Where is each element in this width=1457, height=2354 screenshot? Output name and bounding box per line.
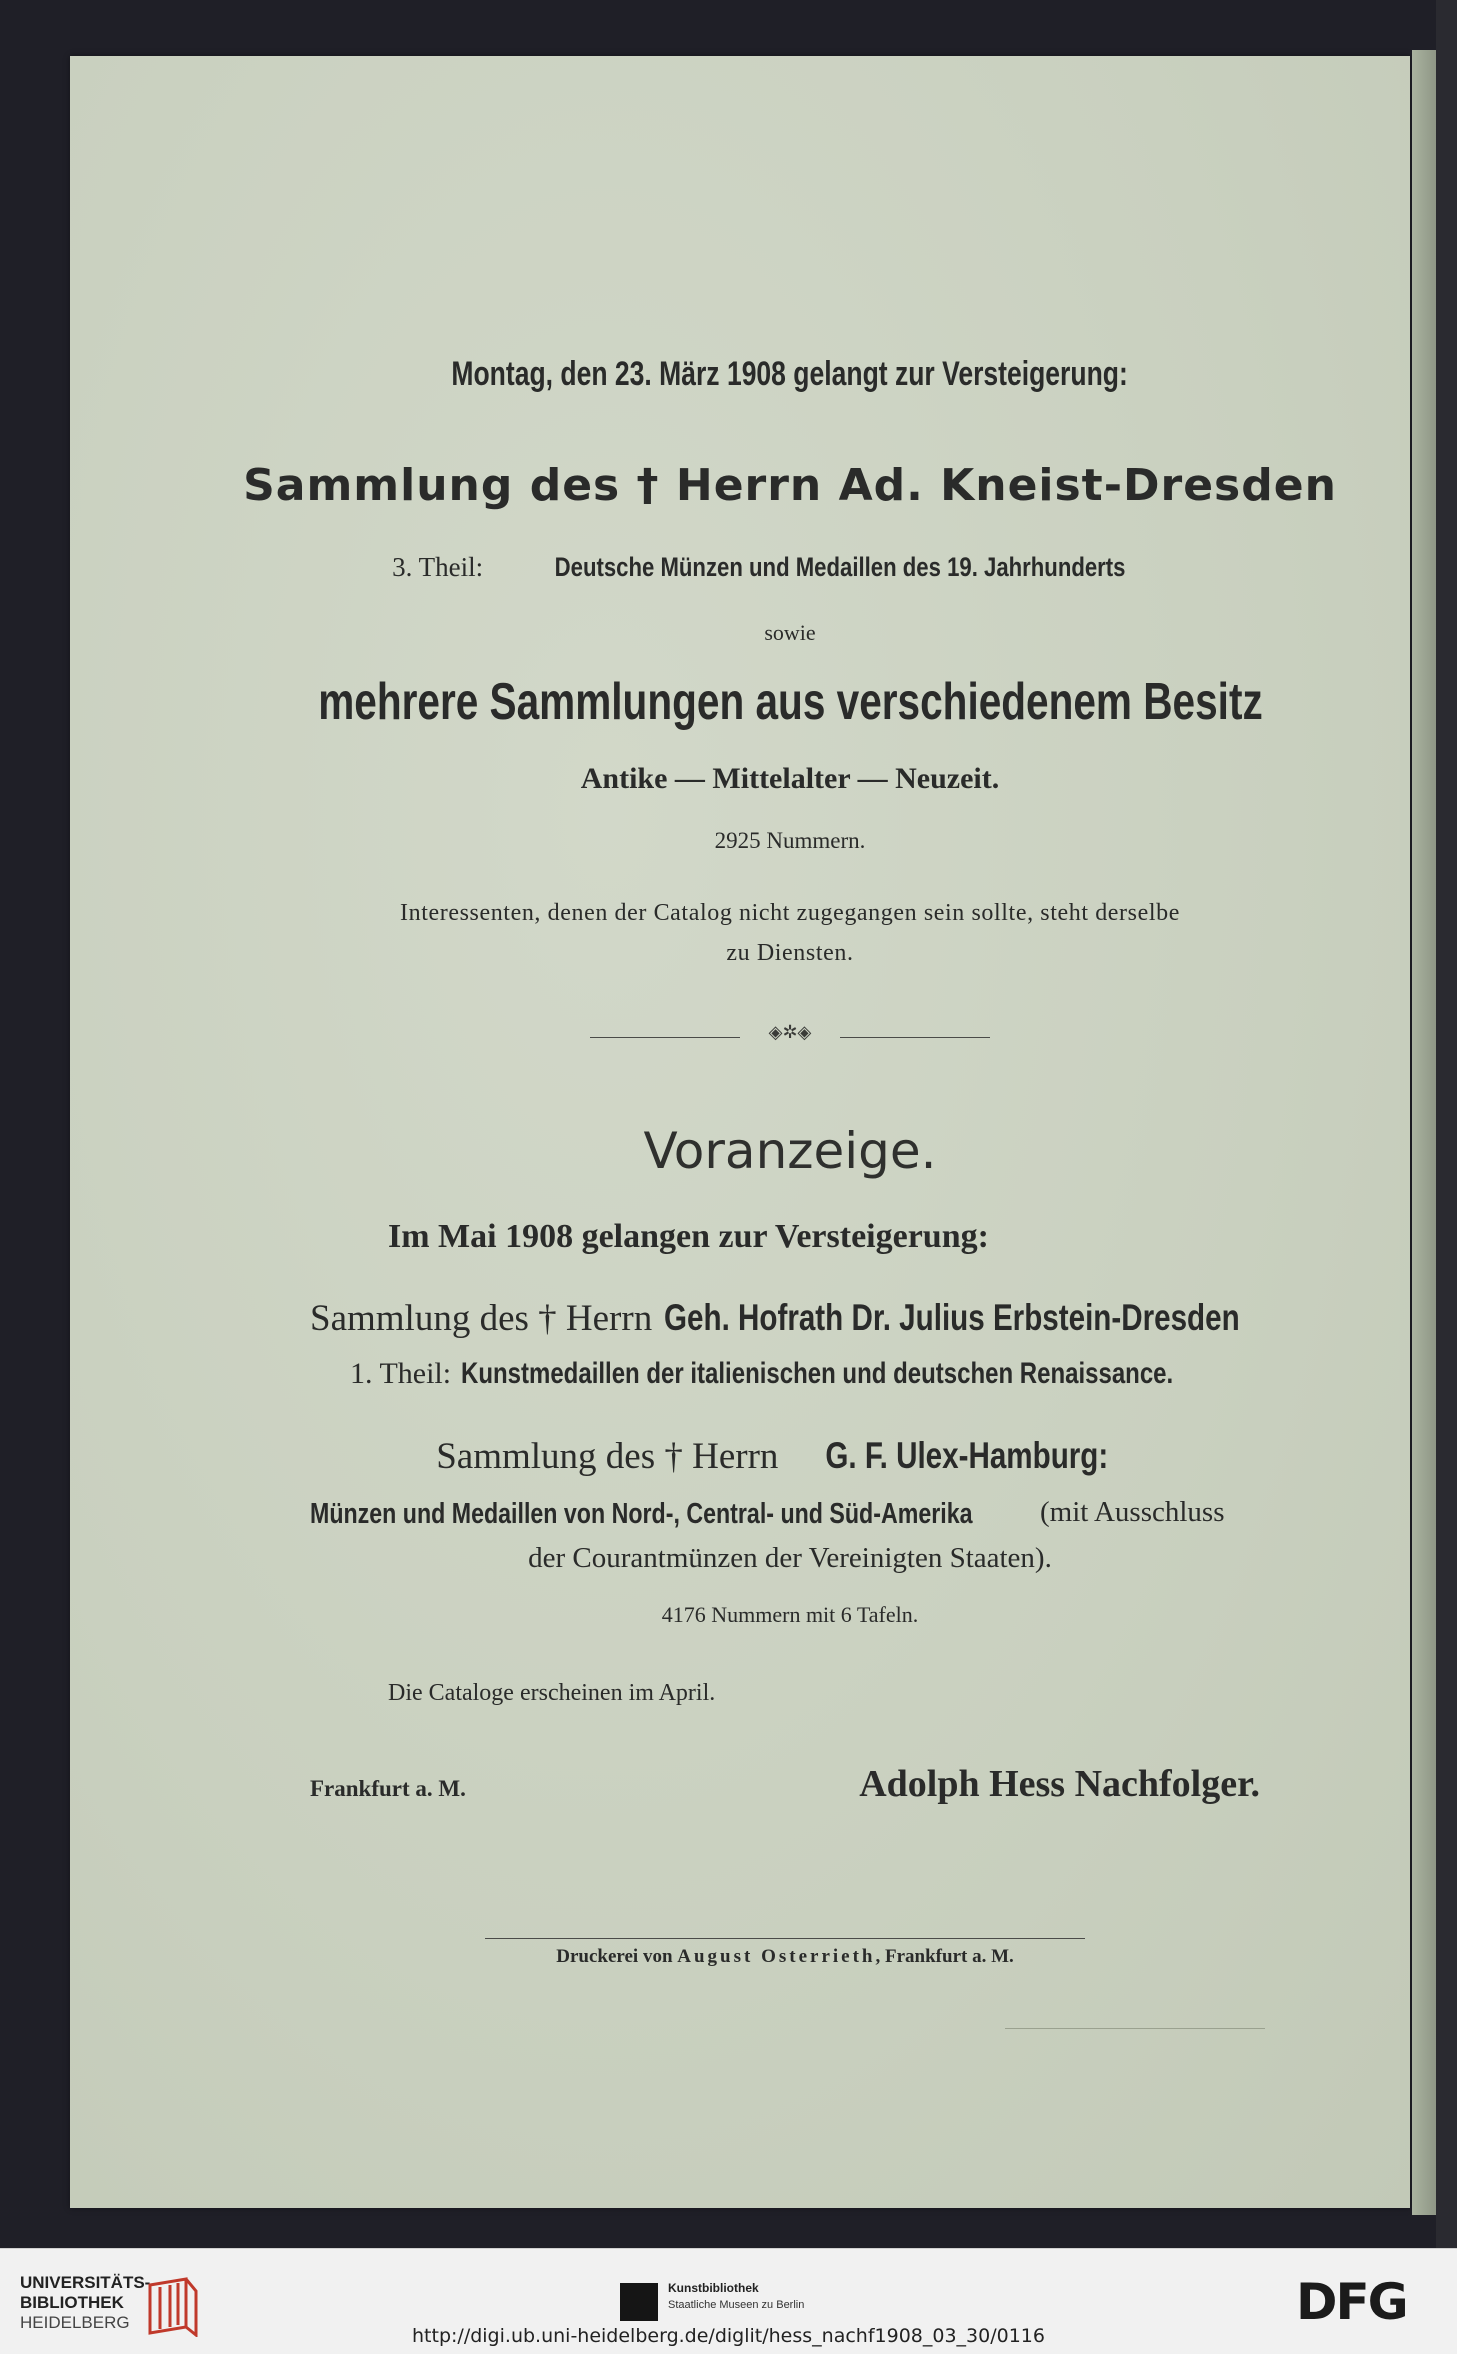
- erbstein-part-title: Kunstmedaillen der italienischen und deutschen Renaissance.: [460, 1357, 1173, 1390]
- dfg-logo[interactable]: DFG: [1296, 2273, 1407, 2331]
- ulex-subject-line: [310, 1496, 1310, 1531]
- kunstbibliothek-mark-icon: [620, 2283, 658, 2321]
- ornament-rule-left: [590, 1037, 740, 1038]
- printer-suffix: , Frankfurt a. M.: [875, 1946, 1014, 1967]
- kb-line-2: Staatliche Museen zu Berlin: [668, 2299, 805, 2311]
- part-3-prefix: 3. Theil:: [392, 552, 484, 582]
- erbstein-line: [310, 1296, 1310, 1340]
- announcement-heading: Voranzeige.: [643, 1122, 937, 1180]
- ornament-rule-right: [840, 1037, 990, 1038]
- part-3-title: Deutsche Münzen und Medaillen des 19. Jahrhunderts: [554, 552, 1126, 582]
- printer-prefix: Druckerei von: [556, 1946, 673, 1967]
- auction-date-line: [70, 354, 1457, 394]
- firm-signature: Adolph Hess Nachfolger.: [859, 1763, 1260, 1805]
- ub-logo-line-3: HEIDELBERG: [20, 2313, 130, 2332]
- printer-line: [485, 1946, 1085, 1968]
- ornament-glyph: ◈✲◈: [768, 1022, 812, 1043]
- ulex-subject-line-2: der Courantmünzen der Vereinigten Staaten).: [528, 1542, 1052, 1574]
- ulex-name: G. F. Ulex-Hamburg:: [825, 1435, 1109, 1476]
- ulex-count-line: 4176 Nummern mit 6 Tafeln.: [661, 1602, 919, 1627]
- paper-scratch-mark: [1005, 2028, 1265, 2029]
- erbstein-part-line: [350, 1356, 1350, 1391]
- collection-title-2: [70, 672, 1457, 732]
- ub-logo-line-1: UNIVERSITÄTS-: [20, 2273, 151, 2292]
- ulex-subject-rest: (mit Ausschluss: [1040, 1496, 1225, 1528]
- printer-name: August Osterrieth: [677, 1946, 876, 1967]
- erbstein-part-prefix: 1. Theil:: [350, 1357, 452, 1390]
- auction-date-text: Montag, den 23. März 1908 gelangt zur Versteigerung:: [451, 355, 1129, 393]
- collection-title-2-text: mehrere Sammlungen aus verschiedenem Besitz: [317, 673, 1263, 731]
- digitization-footer: [0, 2248, 1457, 2354]
- note-line-1: Interessenten, denen der Catalog nicht zugegangen sein sollte, steht derselbe: [400, 900, 1180, 926]
- part-3-line: [70, 552, 1457, 583]
- erbstein-name: Geh. Hofrath Dr. Julius Erbstein-Dresden: [663, 1297, 1240, 1338]
- permalink-url[interactable]: http://digi.ub.uni-heidelberg.de/diglit/hess_nachf1908_03_30/0116: [412, 2325, 1045, 2347]
- note-line-2: zu Diensten.: [726, 940, 854, 966]
- ulex-line: [70, 1434, 1457, 1478]
- ub-heidelberg-logo[interactable]: [20, 2273, 150, 2333]
- place-line: Frankfurt a. M.: [310, 1776, 466, 1801]
- sowie-line: sowie: [764, 620, 816, 645]
- ulex-subject: Münzen und Medaillen von Nord-, Central- und Süd-Amerika: [310, 1498, 973, 1530]
- collection-title-1: [70, 460, 1457, 511]
- ornament-divider: [590, 1022, 990, 1048]
- printer-rule: [485, 1938, 1085, 1939]
- catalogues-note: Die Cataloge erscheinen im April.: [388, 1680, 716, 1706]
- eras-line: Antike — Mittelalter — Neuzeit.: [580, 762, 1000, 795]
- count-line-1: 2925 Nummern.: [714, 828, 866, 853]
- may-auction-line: Im Mai 1908 gelangen zur Versteigerung:: [388, 1218, 989, 1255]
- ulex-prefix: Sammlung des † Herrn: [436, 1436, 779, 1477]
- ub-logo-line-2: BIBLIOTHEK: [20, 2293, 124, 2312]
- kb-line-1: Kunstbibliothek: [668, 2281, 759, 2295]
- collection-title-1-text: Sammlung des † Herrn Ad. Kneist-Dresden: [243, 460, 1337, 511]
- erbstein-prefix: Sammlung des † Herrn: [310, 1298, 653, 1339]
